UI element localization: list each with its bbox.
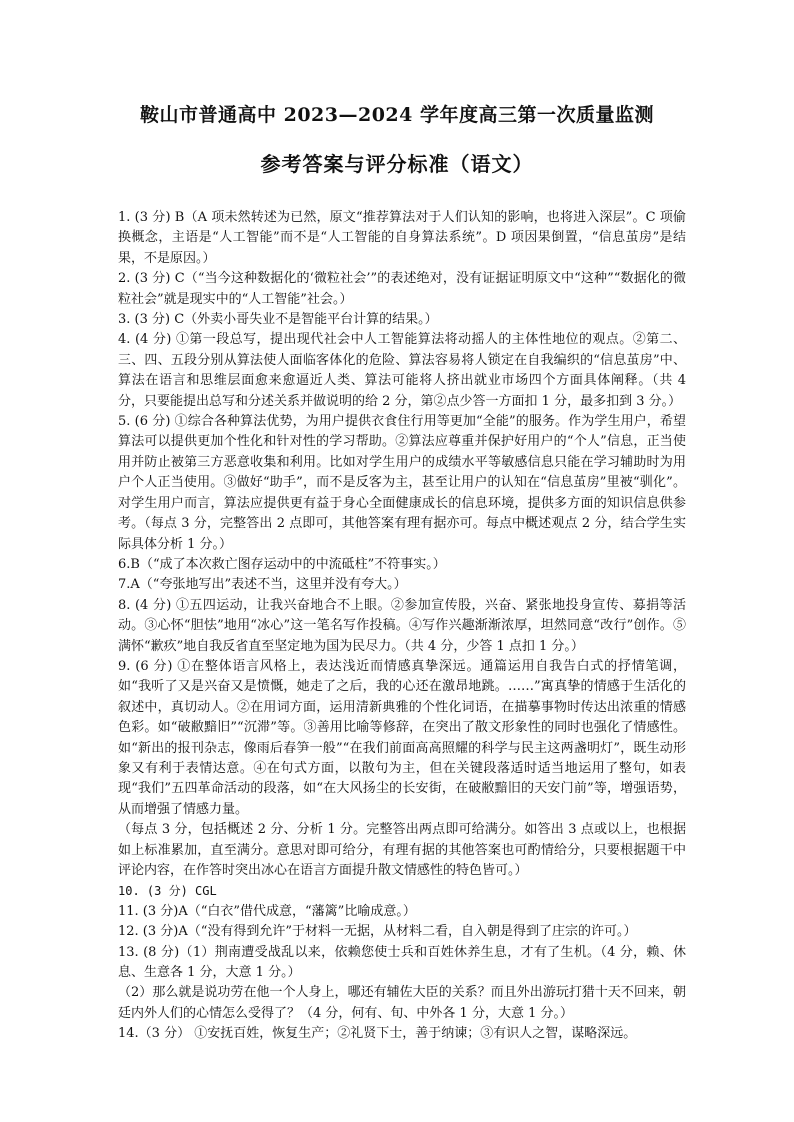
answer-14: 14.（3 分） ①安抚百姓，恢复生产；②礼贤下士，善于纳谏；③有识人之智，谋略深远。 bbox=[118, 1026, 637, 1042]
answer-list bbox=[118, 208, 686, 1045]
document-subtitle: 参考答案与评分标准（语文） bbox=[260, 152, 534, 176]
answer-13-part-1: 13. (8 分)（1）荆南遭受战乱以来，依赖您使士兵和百姓休养生息，才有了生机。（4 分，赖、休息、生意各 1 分，大意 1 分。） bbox=[118, 944, 686, 981]
answer-7: 7.A（“夸张地写出”表述不当，这里并没有夸大。） bbox=[118, 577, 407, 593]
answer-9-scoring-note: （每点 3 分，包括概述 2 分、分析 1 分。完整答出两点即可给满分。如答出 3 点或以上，也根据如上标准累加，直至满分。意思对即可给分，有理有据的其他答案也可酌情给分，只要根据题干中评论内容，在作答时突出冰心在语言方面提升散文情感性的特色皆可。） bbox=[118, 822, 686, 878]
answer-3: 3. (3 分) C（外卖小哥失业不是智能平台计算的结果。） bbox=[118, 312, 438, 328]
document-title: 鞍山市普通高中 2023—2024 学年度高三第一次质量监测 bbox=[140, 104, 654, 126]
answer-2: 2. (3 分) C（“当今这种数据化的‘微粒社会’”的表述绝对，没有证据证明原文中“这种”“数据化的微粒社会”就是现实中的“人工智能”社会。） bbox=[118, 271, 686, 307]
answer-9: 9. (6 分) ①在整体语言风格上，表达浅近而情感真挚深远。通篇运用自我告白式的抒情笔调，如“我听了又是兴奋又是愤慨，她走了之后，我的心还在激昂地跳。……”寓真挚的情感于生活化的叙述中，真切动人。②在用词方面，运用清新典雅的个性化词语，在描摹事物时传达出浓重的情感色彩。如“破敝黯旧”“沉滞”等。③善用比喻等修辞，在突出了散文形象性的同时也强化了情感性。如“新出的报刊杂志，像雨后春笋一般”“在我们前面高高照耀的科学与民主这两盏明灯”，既生动形象又有利于表情达意。④在句式方面，以散句为主，但在关键段落适时适当地运用了整句，如表现“我们”五四革命活动的段落，如“在大风扬尘的长安街，在破敝黯旧的天安门前”等，增强语势，从而增强了情感力量。 bbox=[118, 658, 686, 817]
answer-8: 8. (4 分) ①五四运动，让我兴奋地合不上眼。②参加宣传股，兴奋、紧张地投身宣传、募捐等活动。③心怀“胆怯”地用“冰心”这一笔名写作投稿。④写作兴趣渐渐浓厚，坦然同意“改行”创作。⑤满怀“歉疚”地自我反省直至坚定地为国为民尽力。（共 4 分，少答 1 点扣 1 分。） bbox=[118, 597, 686, 654]
answer-6: 6.B（“成了本次救亡图存运动中的中流砥柱”不符事实。） bbox=[118, 556, 446, 572]
answer-5: 5. (6 分) ①综合各种算法优势，为用户提供衣食住行用等更加“全能”的服务。作为学生用户，希望算法可以提供更加个性化和针对性的学习帮助。②算法应尊重并保护好用户的“个人”信息，正当使用并防止被第三方恶意收集和利用。比如对学生用户的成绩水平等敏感信息只能在学习辅助时为用户个人正当使用。③做好“助手”，而不是反客为主，甚至让用户的认知在“信息茧房”里被“驯化”。对学生用户而言，算法应提供更有益于身心全面健康成长的信息环境，提供多方面的知识信息供参考。（每点 3 分，完整答出 2 点即可，其他答案有理有据亦可。每点中概述观点 2 分，结合学生实际具体分析 1 分。） bbox=[118, 414, 686, 552]
answer-11: 11. (3 分)A（“白衣”借代成意，“藩篱”比喻成意。） bbox=[118, 903, 416, 919]
answer-1: 1. (3 分) B（A 项未然转述为已然，原文“推荐算法对于人们认知的影响，也将进入深层”。C 项偷换概念，主语是“人工智能”而不是“人工智能的自身算法系统”。D 项因果倒置，“信息茧房”是结果，不是原因。） bbox=[118, 210, 686, 266]
answer-10: 10. (3 分) CGL bbox=[118, 884, 217, 899]
answer-13-part-2: （2）那么就是说功劳在他一个人身上，哪还有辅佐大臣的关系？而且外出游玩打猎十天不回来，朝廷内外人们的心情怎么受得了？（4 分，何有、旬、中外各 1 分，大意 1 分。） bbox=[118, 985, 686, 1021]
answer-4: 4. (4 分) ①第一段总写，提出现代社会中人工智能算法将动摇人的主体性地位的观点。②第二、三、四、五段分别从算法使人面临客体化的危险、算法容易将人锁定在自我编织的“信息茧房”中、算法在语言和思维层面愈来愈逼近人类、算法可能将人挤出就业市场四个方面具体阐释。（共 4 分，只要能提出总写和分述关系并做说明的给 2 分，第②点少答一方面扣 1 分，最多扣到 3 分。） bbox=[118, 332, 686, 409]
answer-12: 12. (3 分)A（“没有得到允许”于材料一无据，从材料二看，自入朝是得到了庄宗的许可。） bbox=[118, 924, 637, 940]
